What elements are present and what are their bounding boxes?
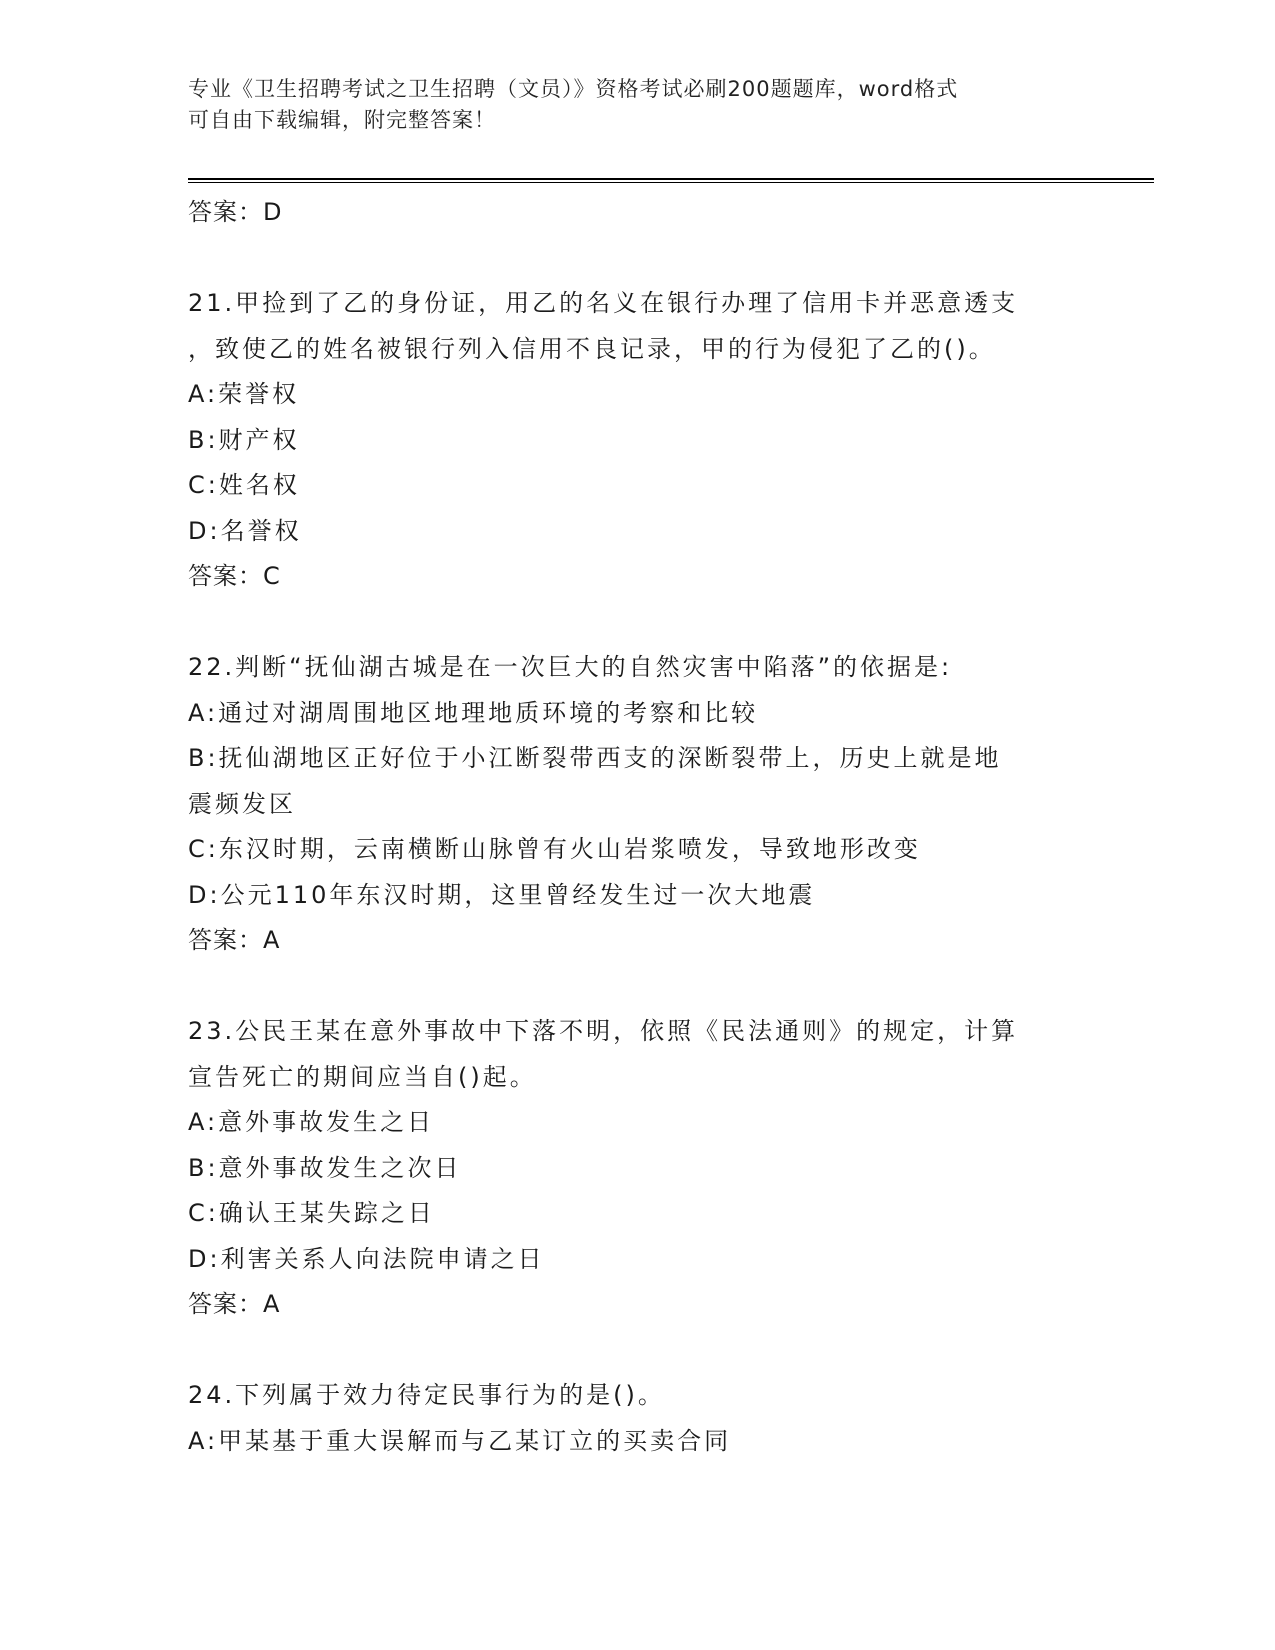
answer-previous: 答案：D: [188, 198, 283, 226]
question-23-option-c: C:确认王某失踪之日: [188, 1199, 435, 1227]
question-22-answer: 答案：A: [188, 926, 281, 954]
question-22-option-b-line-2: 震频发区: [188, 789, 296, 818]
question-21-option-a: A:荣誉权: [188, 380, 300, 408]
header-rule-thin: [188, 182, 1154, 183]
question-23-option-b: B:意外事故发生之次日: [188, 1153, 462, 1182]
question-21-stem-line-2: ，致使乙的姓名被银行列入信用不良记录，甲的行为侵犯了乙的()。: [188, 334, 996, 363]
question-22-option-a: A:通过对湖周围地区地理地质环境的考察和比较: [188, 698, 759, 727]
question-23-answer: 答案：A: [188, 1290, 281, 1318]
question-23-option-d: D:利害关系人向法院申请之日: [188, 1244, 545, 1273]
question-24-option-a: A:甲某基于重大误解而与乙某订立的买卖合同: [188, 1426, 732, 1455]
question-21-stem-line-1: 21.甲捡到了乙的身份证，用乙的名义在银行办理了信用卡并恶意透支: [188, 289, 1019, 317]
header-line-2: 可自由下载编辑，附完整答案！: [188, 108, 496, 132]
question-23-option-a: A:意外事故发生之日: [188, 1108, 435, 1136]
question-22-stem-line-1: 22.判断“抚仙湖古城是在一次巨大的自然灾害中陷落”的依据是:: [188, 653, 953, 681]
question-21-option-b: B:财产权: [188, 425, 300, 454]
question-22-option-d: D:公元110年东汉时期，这里曾经发生过一次大地震: [188, 880, 816, 909]
header-line-1: 专业《卫生招聘考试之卫生招聘（文员）》资格考试必刷200题题库，word格式: [188, 77, 959, 101]
question-23-stem-line-2: 宣告死亡的期间应当自()起。: [188, 1062, 537, 1091]
spacer: [188, 236, 1108, 282]
question-21-option-c: C:姓名权: [188, 471, 300, 499]
question-22-option-c: C:东汉时期，云南横断山脉曾有火山岩浆喷发，导致地形改变: [188, 835, 921, 863]
spacer: [188, 600, 1108, 646]
question-22-option-b-line-1: B:抚仙湖地区正好位于小江断裂带西支的深断裂带上，历史上就是地: [188, 744, 1002, 772]
document-header: [188, 74, 1088, 136]
spacer: [188, 1328, 1108, 1374]
spacer: [188, 964, 1108, 1010]
question-24-stem-line-1: 24.下列属于效力待定民事行为的是()。: [188, 1381, 665, 1409]
document-body: [188, 190, 1108, 1464]
header-rule-thick: [188, 178, 1154, 180]
question-21-answer: 答案：C: [188, 562, 281, 590]
question-21-option-d: D:名誉权: [188, 516, 302, 545]
question-23-stem-line-1: 23.公民王某在意外事故中下落不明，依照《民法通则》的规定，计算: [188, 1017, 1019, 1045]
